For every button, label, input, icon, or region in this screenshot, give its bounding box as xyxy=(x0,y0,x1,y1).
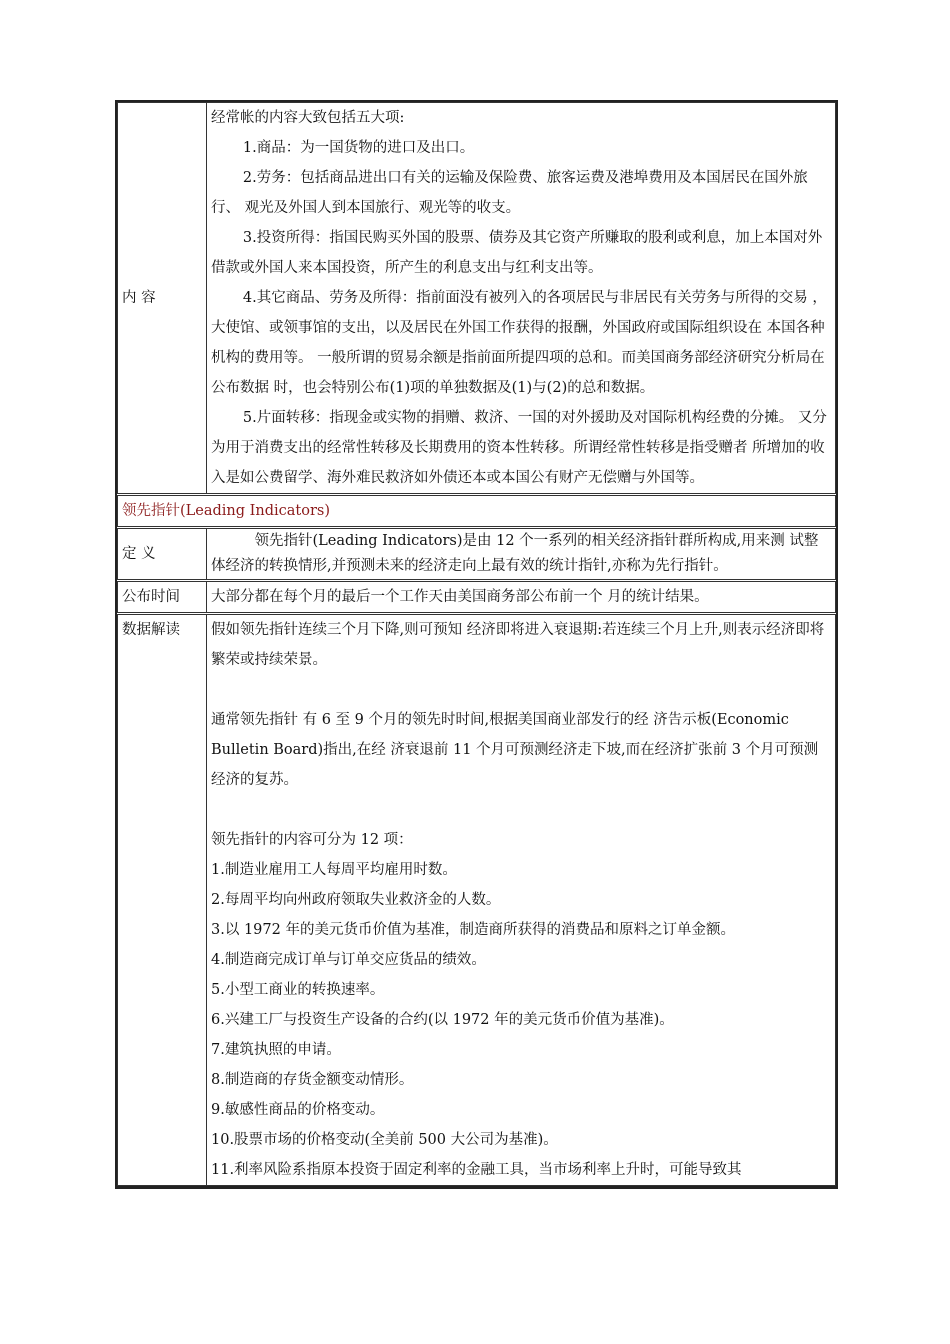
definition-text: 领先指针(Leading Indicators)是由 12 个一系列的相关经济指针群所构成,用来测 试整体经济的转换情形,并预测未来的经济走向上最有效的统计指针,亦称为先行指针。 xyxy=(211,533,819,574)
interpretation-paragraph-2: 通常领先指针 有 6 至 9 个月的领先时时间,根据美国商业部发行的经 济告示板(Economic Bulletin Board)指出,在经 济衰退前 11 个月可预测经济走下坡,而在经济扩张前 3 个月可预测经济的复苏。 xyxy=(211,712,819,788)
paragraph-gap xyxy=(211,675,831,705)
interpretation-paragraph-1: 假如领先指针连续三个月下降,则可预知 经济即将进入衰退期:若连续三个月上升,则表示经济即将繁荣或持续荣景。 xyxy=(211,622,825,668)
list-item: 3.以 1972 年的美元货币价值为基准，制造商所获得的消费品和原料之订单金额。 xyxy=(211,922,735,938)
interpretation-row xyxy=(118,614,836,1186)
release-label: 公布时间 xyxy=(118,581,207,614)
definition-row xyxy=(118,528,836,581)
interpretation-label: 数据解读 xyxy=(118,614,207,1186)
list-item: 8.制造商的存货金额变动情形。 xyxy=(211,1072,414,1088)
indicator-table xyxy=(117,102,836,1186)
content-item-2: 2.劳务：包括商品进出口有关的运输及保险费、旅客运费及港埠费用及本国居民在国外旅行、 观光及外国人到本国旅行、观光等的收支。 xyxy=(211,170,808,216)
content-label: 内 容 xyxy=(118,103,207,495)
section-header-row xyxy=(118,495,836,528)
list-item: 5.小型工商业的转换速率。 xyxy=(211,982,385,998)
list-item: 1.制造业雇用工人每周平均雇用时数。 xyxy=(211,862,457,878)
list-item: 7.建筑执照的申请。 xyxy=(211,1042,341,1058)
definition-cell xyxy=(207,528,836,581)
document-table-container xyxy=(115,100,838,1189)
list-item: 4.制造商完成订单与订单交应货品的绩效。 xyxy=(211,952,486,968)
section-title: 领先指针(Leading Indicators) xyxy=(118,495,836,528)
content-item-4: 4.其它商品、劳务及所得：指前面没有被列入的各项居民与非居民有关劳务与所得的交易 ，大使馆、或领事馆的支出，以及居民在外国工作获得的报酬，外国政府或国际组织设在 本国各种机构的费用等。 一般所谓的贸易余额是指前面所提四项的总和。而美国商务部经济研究分析局在公布数据 时，也会特别公布(1)项的单独数据及(1)与(2)的总和数据。 xyxy=(211,290,827,396)
release-text: 大部分都在每个月的最后一个工作天由美国商务部公布前一个 月的统计结果。 xyxy=(207,581,836,614)
list-intro: 领先指针的内容可分为 12 项： xyxy=(211,832,413,848)
list-item: 2.每周平均向州政府领取失业救济金的人数。 xyxy=(211,892,501,908)
release-row xyxy=(118,581,836,614)
definition-label: 定 义 xyxy=(118,528,207,581)
interpretation-cell xyxy=(207,614,836,1186)
content-item-1: 1.商品：为一国货物的进口及出口。 xyxy=(242,140,475,156)
content-item-3: 3.投资所得：指国民购买外国的股票、债券及其它资产所赚取的股利或利息，加上本国对外 借款或外国人来本国投资，所产生的利息支出与红利支出等。 xyxy=(211,230,823,276)
content-row xyxy=(118,103,836,495)
paragraph-gap xyxy=(211,795,831,825)
list-item: 9.敏感性商品的价格变动。 xyxy=(211,1102,385,1118)
list-item: 6.兴建工厂与投资生产设备的合约(以 1972 年的美元货币价值为基准)。 xyxy=(211,1012,674,1028)
content-item-5: 5.片面转移：指现金或实物的捐赠、救济、一国的对外援助及对国际机构经费的分摊。 又分为用于消费支出的经常性转移及长期费用的资本性转移。所谓经常性转移是指受赠者 所增加的收入是如公费留学、海外难民救济如外债还本或本国公有财产无偿赠与外国等。 xyxy=(211,410,827,486)
list-item: 10.股票市场的价格变动(全美前 500 大公司为基准)。 xyxy=(211,1132,558,1148)
list-item: 11.利率风险系指原本投资于固定利率的金融工具，当市场利率上升时，可能导致其 xyxy=(211,1162,742,1178)
content-intro: 经常帐的内容大致包括五大项: xyxy=(211,110,405,126)
content-cell xyxy=(207,103,836,495)
